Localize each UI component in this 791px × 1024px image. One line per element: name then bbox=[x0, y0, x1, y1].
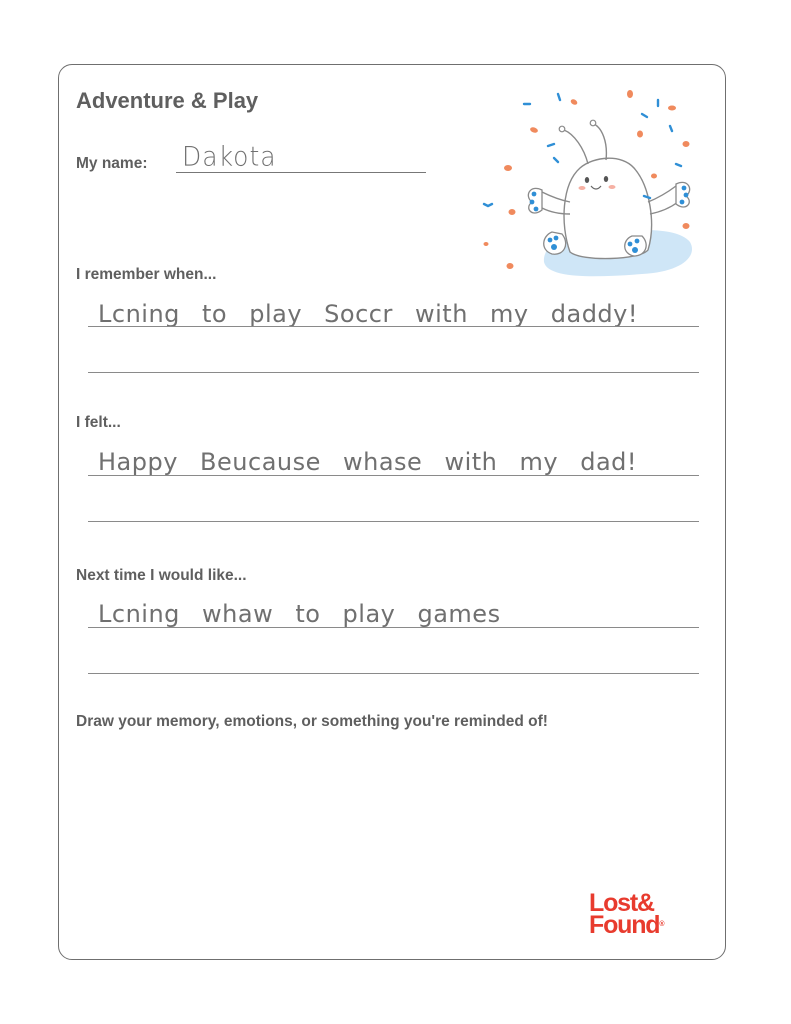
page-title: Adventure & Play bbox=[76, 88, 259, 113]
felt-line-1 bbox=[88, 475, 699, 476]
remember-line-1 bbox=[88, 326, 699, 327]
name-field[interactable]: Dakota bbox=[182, 141, 277, 172]
remember-answer-line-1[interactable]: Lcning to play Soccr with my daddy! bbox=[98, 300, 638, 328]
remember-label: I remember when... bbox=[76, 266, 217, 283]
logo-line-2: Found bbox=[589, 911, 660, 939]
logo-line-1: Lost& bbox=[589, 889, 654, 917]
confetti-bug-mascot-icon bbox=[472, 84, 704, 284]
drawing-area[interactable] bbox=[76, 745, 576, 935]
next-time-answer-line-1[interactable]: Lcning whaw to play games bbox=[98, 600, 501, 628]
remember-line-2 bbox=[88, 372, 699, 373]
name-line bbox=[176, 172, 426, 173]
felt-answer-line-1[interactable]: Happy Beucause whase with my dad! bbox=[98, 448, 638, 476]
next-time-line-1 bbox=[88, 627, 699, 628]
lost-and-found-logo bbox=[589, 889, 699, 944]
draw-prompt: Draw your memory, emotions, or something you're reminded of! bbox=[76, 713, 548, 730]
next-time-label: Next time I would like... bbox=[76, 567, 247, 584]
felt-line-2 bbox=[88, 521, 699, 522]
next-time-line-2 bbox=[88, 673, 699, 674]
felt-label: I felt... bbox=[76, 414, 121, 431]
name-label: My name: bbox=[76, 155, 148, 172]
logo-registered-mark: ® bbox=[659, 921, 665, 928]
